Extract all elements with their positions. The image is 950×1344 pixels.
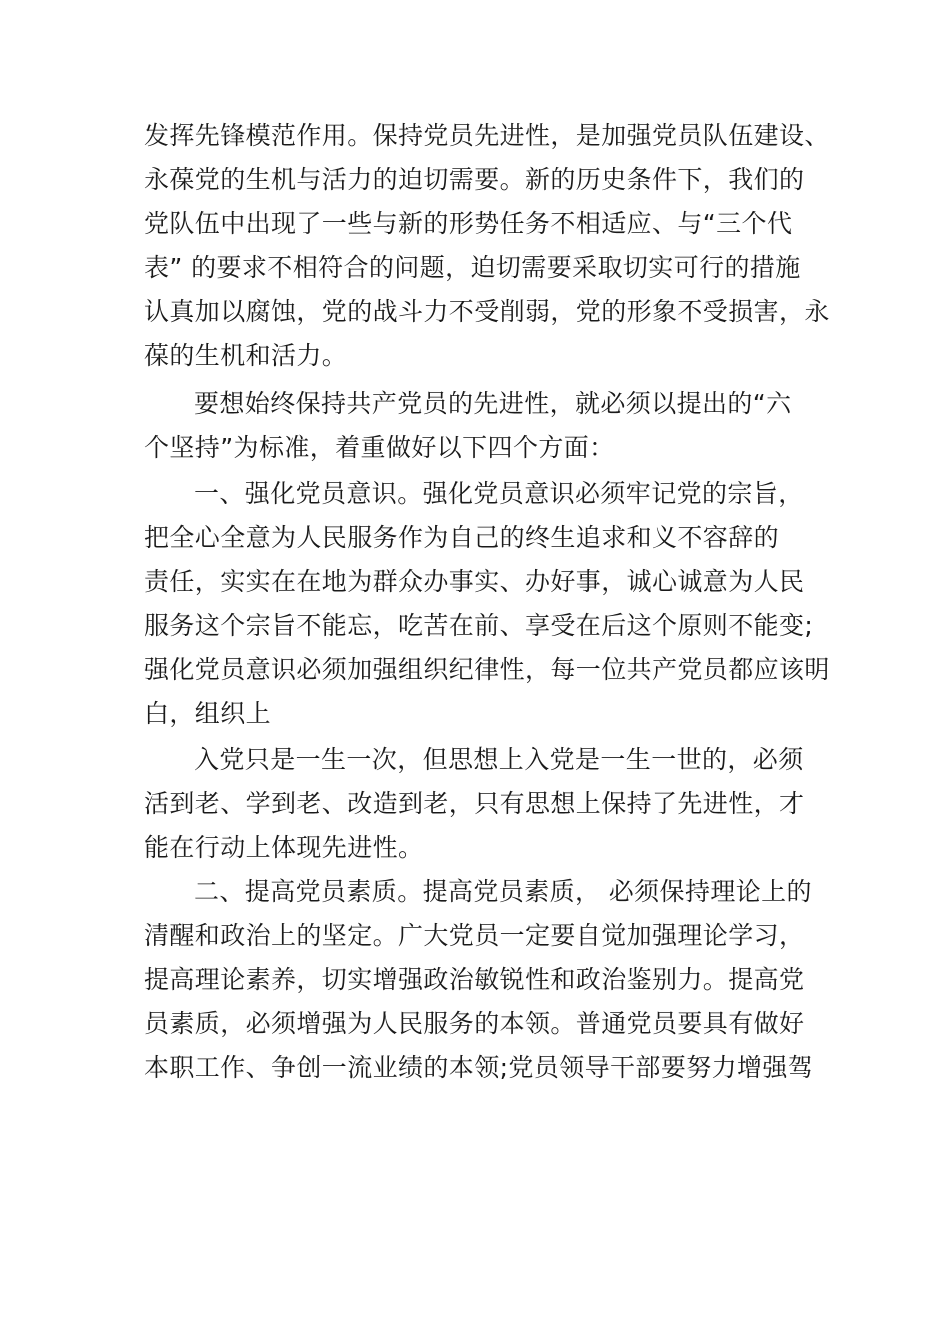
paragraph-start-line: 入党只是一生一次，但思想上入党是一生一世的，必须 xyxy=(194,745,804,774)
text-line: 员素质，必须增强为人民服务的本领。普通党员要具有做好 xyxy=(144,1009,805,1038)
text-line: 本职工作、争创一流业绩的本领;党员领导干部要努力增强驾 xyxy=(144,1053,814,1082)
text-line: 提高理论素养，切实增强政治敏锐性和政治鉴别力。提高党 xyxy=(144,965,805,994)
paragraph-start-line: 要想始终保持共产党员的先进性，就必须以提出的“六 xyxy=(194,389,792,418)
text-line: 白，组织上 xyxy=(144,699,272,728)
text-line: 发挥先锋模范作用。保持党员先进性，是加强党员队伍建设、 xyxy=(144,121,830,150)
text-line: 表” 的要求不相符合的问题，迫切需要采取切实可行的措施 xyxy=(144,253,801,282)
text-line: 党队伍中出现了一些与新的形势任务不相适应、与“三个代 xyxy=(144,209,793,238)
text-line: 永葆党的生机与活力的迫切需要。新的历史条件下，我们的 xyxy=(144,165,805,194)
text-line: 认真加以腐蚀，党的战斗力不受削弱，党的形象不受损害，永 xyxy=(144,297,830,326)
text-line: 清醒和政治上的坚定。广大党员一定要自觉加强理论学习， xyxy=(144,921,805,950)
text-line: 把全心全意为人民服务作为自己的终生追求和义不容辞的 xyxy=(144,523,780,552)
section-heading-line: 二、提高党员素质。提高党员素质， 必须保持理论上的 xyxy=(194,877,812,906)
text-line: 活到老、学到老、改造到老，只有思想上保持了先进性，才 xyxy=(144,789,805,818)
text-line: 强化党员意识必须加强组织纪律性，每一位共产党员都应该明 xyxy=(144,655,830,684)
text-line: 个坚持”为标准，着重做好以下四个方面： xyxy=(144,433,615,462)
text-line: 服务这个宗旨不能忘，吃苦在前、享受在后这个原则不能变; xyxy=(144,611,814,640)
text-line: 能在行动上体现先进性。 xyxy=(144,833,424,862)
text-line: 葆的生机和活力。 xyxy=(144,341,348,370)
text-line: 责任，实实在在地为群众办事实、办好事，诚心诚意为人民 xyxy=(144,567,805,596)
section-heading-line: 一、强化党员意识。强化党员意识必须牢记党的宗旨， xyxy=(194,479,804,508)
